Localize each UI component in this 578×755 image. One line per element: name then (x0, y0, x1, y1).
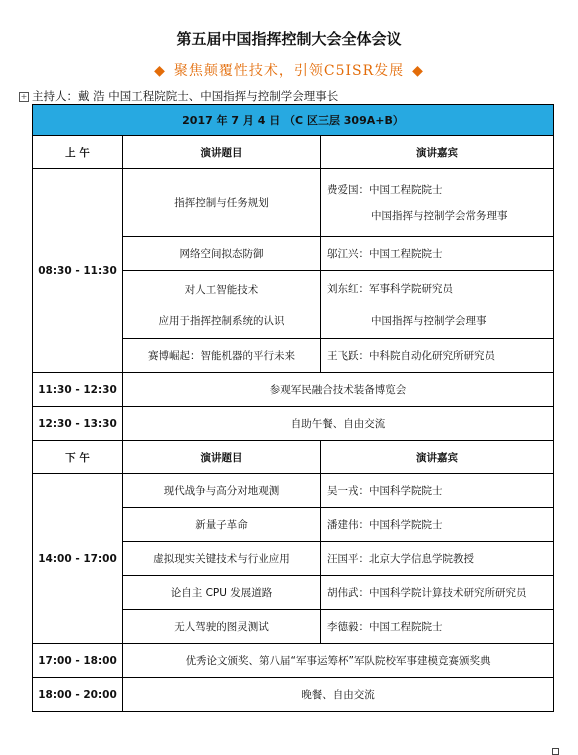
lunch-text: 自助午餐、自由交流 (123, 407, 554, 441)
morning-label: 上 午 (33, 136, 123, 169)
talk-topic: 赛博崛起：智能机器的平行未来 (123, 339, 321, 373)
break-text: 参观军民融合技术装备博览会 (123, 373, 554, 407)
talk-topic: 对人工智能技术 应用于指挥控制系统的认识 (123, 271, 321, 339)
award-text: 优秀论文颁奖、第八届“军事运筹杯”军队院校军事建模竞赛颁奖典 (123, 644, 554, 678)
dinner-text: 晚餐、自由交流 (123, 678, 554, 712)
break-time: 11:30 - 12:30 (33, 373, 123, 407)
lunch-time: 12:30 - 13:30 (33, 407, 123, 441)
talk-topic: 论自主 CPU 发展道路 (123, 576, 321, 610)
talk-guest: 胡伟武：中国科学院计算技术研究所研究员 (321, 576, 554, 610)
schedule-table (32, 104, 554, 712)
talk-guest: 吴一戎：中国科学院院士 (321, 474, 554, 508)
guest-header: 演讲嘉宾 (321, 136, 554, 169)
morning-header-row (33, 136, 554, 169)
talk-guest: 汪国平：北京大学信息学院教授 (321, 542, 554, 576)
table-move-handle-icon[interactable]: + (20, 92, 28, 101)
talk-topic: 网络空间拟态防御 (123, 237, 321, 271)
table-row (33, 474, 554, 508)
talk-guest: 王飞跃：中科院自动化研究所研究员 (321, 339, 554, 373)
table-row (33, 169, 554, 237)
talk-guest: 费爱国：中国工程院院士 中国指挥与控制学会常务理事 (321, 169, 554, 237)
afternoon-header-row (33, 441, 554, 474)
subtitle (0, 60, 578, 80)
afternoon-time: 14:00 - 17:00 (33, 474, 123, 644)
table-row (33, 407, 554, 441)
talk-topic: 新量子革命 (123, 508, 321, 542)
date-banner-row (33, 105, 554, 136)
guest-header: 演讲嘉宾 (321, 441, 554, 474)
subtitle-text: 聚焦颠覆性技术，引领C5ISR发展 (173, 63, 405, 79)
talk-topic: 虚拟现实关键技术与行业应用 (123, 542, 321, 576)
table-row (33, 678, 554, 712)
talk-guest: 潘建伟：中国科学院院士 (321, 508, 554, 542)
table-row (33, 644, 554, 678)
topic-header: 演讲题目 (123, 441, 321, 474)
diamond-icon: ◆ (412, 63, 424, 79)
host-line: 主持人：戴 浩 中国工程院院士、中国指挥与控制学会理事长 (32, 89, 339, 103)
page-title: 第五届中国指挥控制大会全体会议 (176, 30, 402, 48)
table-row (33, 373, 554, 407)
talk-guest: 李德毅：中国工程院院士 (321, 610, 554, 644)
dinner-time: 18:00 - 20:00 (33, 678, 123, 712)
afternoon-label: 下 午 (33, 441, 123, 474)
morning-time: 08:30 - 11:30 (33, 169, 123, 373)
topic-header: 演讲题目 (123, 136, 321, 169)
date-banner: 2017 年 7 月 4 日 （C 区三层 309A+B） (33, 105, 554, 136)
talk-topic: 指挥控制与任务规划 (123, 169, 321, 237)
award-time: 17:00 - 18:00 (33, 644, 123, 678)
talk-topic: 现代战争与高分对地观测 (123, 474, 321, 508)
talk-guest: 刘东红：军事科学院研究员 中国指挥与控制学会理事 (321, 271, 554, 339)
talk-topic: 无人驾驶的图灵测试 (123, 610, 321, 644)
diamond-icon: ◆ (154, 63, 166, 79)
talk-guest: 邬江兴：中国工程院院士 (321, 237, 554, 271)
